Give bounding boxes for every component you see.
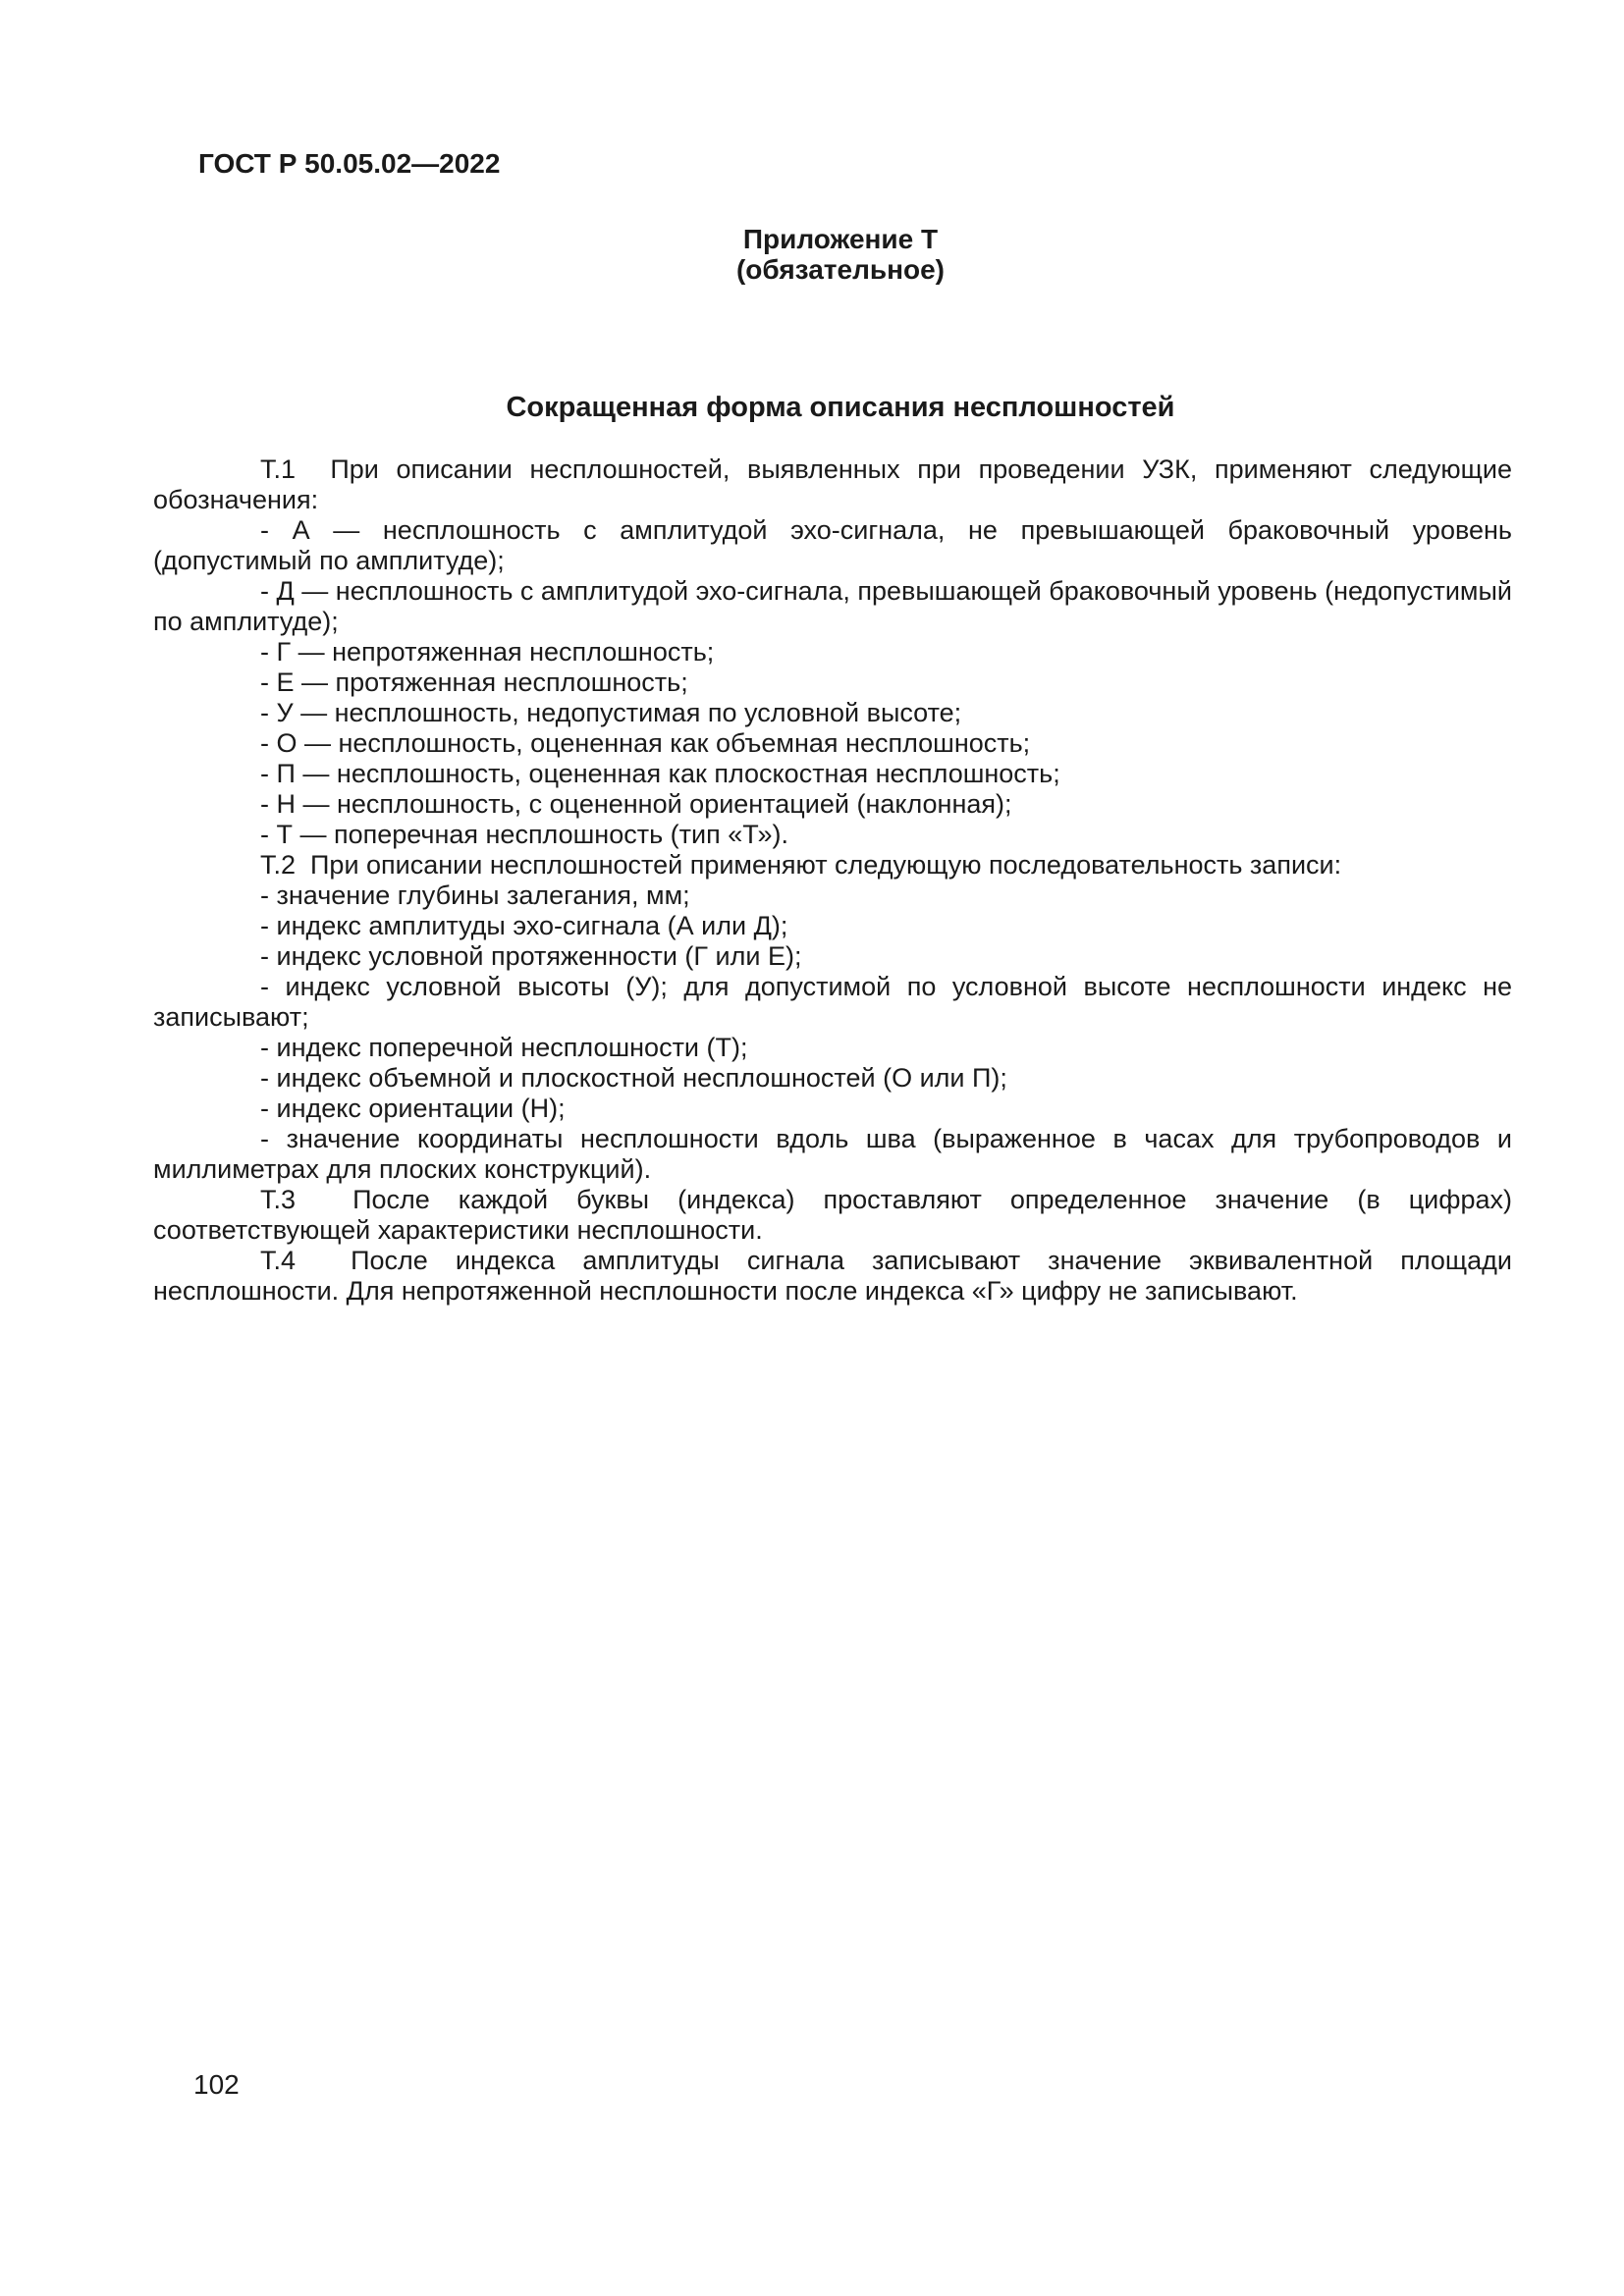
paragraph: Т.1 При описании несплошностей, выявленных при проведении УЗК, применяют следующие обозначения: [153,454,1512,514]
section-title: Сокращенная форма описания несплошностей [506,392,1175,423]
paragraph: - Е — протяженная несплошность; [260,667,688,697]
page-number: 102 [193,2069,240,2100]
paragraph: - индекс условной протяженности (Г или Е); [260,941,802,971]
paragraph: Т.4 После индекса амплитуды сигнала записывают значение эквивалентной площади несплошности. Для непротяженной несплошности после индекса «Г» цифру не записывают. [153,1246,1512,1306]
paragraph: - значение координаты несплошности вдоль шва (выраженное в часах для трубопроводов и миллиметрах для плоских конструкций). [153,1124,1512,1184]
paragraph: Т.2 При описании несплошностей применяют следующую последовательность записи: [260,850,1342,880]
paragraph: - Д — несплошность с амплитудой эхо-сигнала, превышающей браковочный уровень (недопустимый по амплитуде); [153,576,1512,636]
paragraph: - индекс объемной и плоскостной несплошностей (О или П); [260,1063,1007,1093]
running-header: ГОСТ Р 50.05.02—2022 [198,148,501,179]
appendix-note: (обязательное) [735,254,945,285]
paragraph: - индекс поперечной несплошности (Т); [260,1033,748,1062]
paragraph: - значение глубины залегания, мм; [260,881,690,910]
paragraph: - У — несплошность, недопустимая по условной высоте; [260,698,962,727]
document-body [153,454,1512,1307]
paragraph: - индекс ориентации (Н); [260,1094,566,1123]
paragraph: - индекс условной высоты (У); для допустимой по условной высоте несплошности индекс не записывают; [153,972,1512,1032]
paragraph: - П — несплошность, оцененная как плоскостная несплошность; [260,759,1060,788]
paragraph: - Т — поперечная несплошность (тип «Т»). [260,820,789,849]
appendix-label: Приложение Т [742,224,939,254]
paragraph: - Г — непротяженная несплошность; [260,637,715,667]
appendix-heading [153,224,1528,285]
paragraph: - О — несплошность, оцененная как объемная несплошность; [260,728,1031,758]
paragraph: - Н — несплошность, с оцененной ориентацией (наклонная); [260,789,1012,819]
paragraph: - индекс амплитуды эхо-сигнала (А или Д); [260,911,788,940]
paragraph: Т.3 После каждой буквы (индекса) проставляют определенное значение (в цифрах) соответствующей характеристики несплошности. [153,1185,1512,1245]
paragraph: - А — несплошность с амплитудой эхо-сигнала, не превышающей браковочный уровень (допустимый по амплитуде); [153,515,1512,575]
